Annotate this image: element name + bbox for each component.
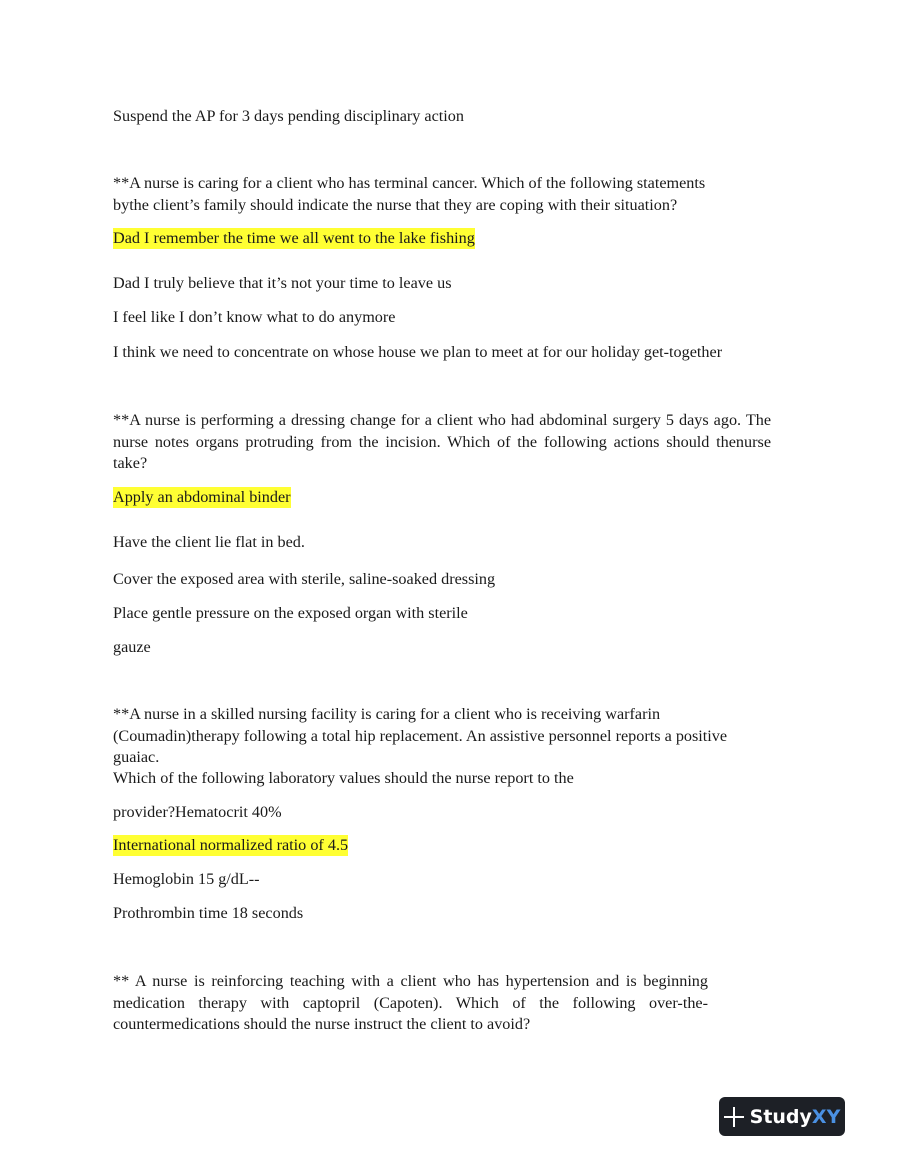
q3-question-line1: **A nurse in a skilled nursing facility is caring for a client who is receiving warfarin <box>113 705 661 723</box>
q2-answer <box>113 487 291 508</box>
q3-answer-highlight: International normalized ratio of 4.5 <box>113 836 349 854</box>
q3-answer <box>113 835 348 856</box>
q1-option-1: Dad I truly believe that it’s not your time to leave us <box>113 274 452 292</box>
q3-option-2: Prothrombin time 18 seconds <box>113 904 304 922</box>
q1-option-3: I think we need to concentrate on whose house we plan to meet at for our holiday get-together <box>113 343 723 361</box>
q2-option-2: Cover the exposed area with sterile, saline-soaked dressing <box>113 570 496 588</box>
q2-answer-highlight: Apply an abdominal binder <box>113 488 291 506</box>
q3-question-line2: (Coumadin)therapy following a total hip replacement. An assistive personnel reports a positive <box>113 727 728 745</box>
q1-question-line1: **A nurse is caring for a client who has terminal cancer. Which of the following statements <box>113 174 706 192</box>
q3-question-line3: guaiac. <box>113 748 160 766</box>
logo-accent: XY <box>811 1105 841 1128</box>
q4-question: ** A nurse is reinforcing teaching with a client who has hypertension and is beginning medication therapy with captopril (Capoten). Which of the following over-the-countermedications should the nurse instruct the client to avoid? <box>113 972 708 1033</box>
q3-option-1: Hemoglobin 15 g/dL-- <box>113 870 260 888</box>
q2-option-4: gauze <box>113 638 151 656</box>
q1-answer <box>113 228 475 249</box>
q1-question-line2: bythe client’s family should indicate the nurse that they are coping with their situation? <box>113 196 678 214</box>
q2-option-1: Have the client lie flat in bed. <box>113 533 305 551</box>
q2-question: **A nurse is performing a dressing change for a client who had abdominal surgery 5 days ago. The nurse notes organs protruding from the incision. Which of the following actions should thenurse take? <box>113 411 771 472</box>
logo-word: Study <box>749 1105 812 1128</box>
plus-icon <box>724 1107 744 1127</box>
q1-answer-highlight: Dad I remember the time we all went to the lake fishing <box>113 229 475 247</box>
intro-line: Suspend the AP for 3 days pending disciplinary action <box>113 107 464 125</box>
logo-wordmark <box>750 1106 841 1128</box>
q3-question-line4: Which of the following laboratory values should the nurse report to the <box>113 769 574 787</box>
studyxy-logo <box>719 1097 845 1136</box>
q1-option-2: I feel like I don’t know what to do anymore <box>113 308 396 326</box>
q3-question-line5: provider?Hematocrit 40% <box>113 803 282 821</box>
q2-option-3: Place gentle pressure on the exposed organ with sterile <box>113 604 468 622</box>
